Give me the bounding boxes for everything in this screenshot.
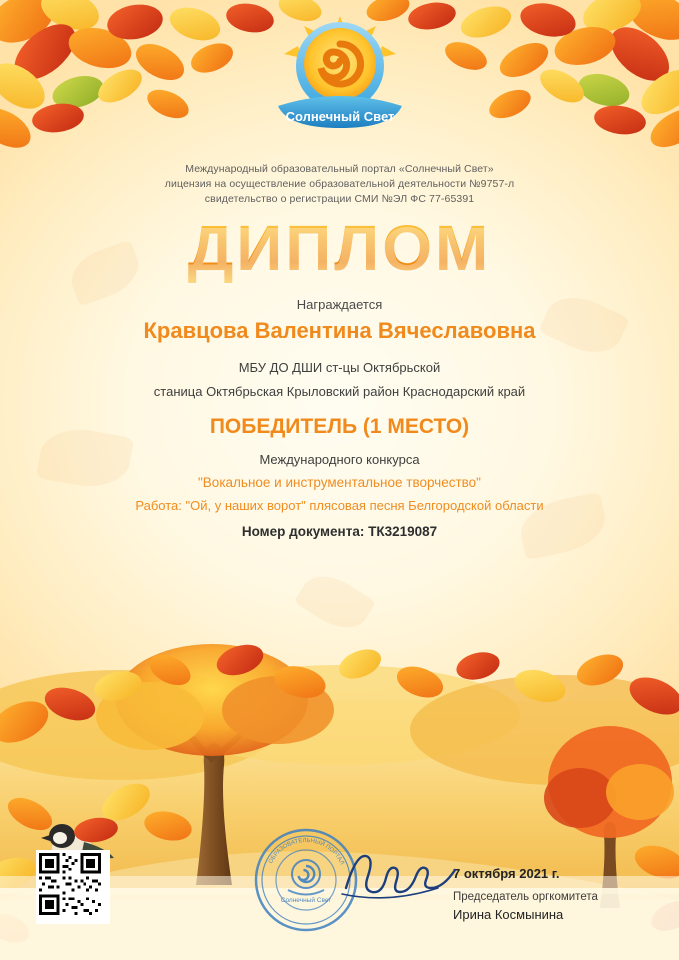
awarded-label: Награждается	[296, 297, 383, 312]
logo-svg	[268, 14, 412, 138]
document-number	[0, 524, 679, 539]
page-title: ДИПЛОМ	[0, 213, 679, 283]
organization-line-1: МБУ ДО ДШИ ст-цы Октябрьской	[238, 360, 441, 375]
work-title: Работа: "Ой, у наших ворот" плясовая песня Белгородской области	[135, 498, 544, 513]
portal-line-2: лицензия на осуществление образовательной деятельности №9757-л	[164, 178, 515, 190]
qr-code-svg	[39, 853, 101, 915]
recipient-name: Кравцова Валентина Вячеславовна	[143, 318, 536, 343]
qr-code	[36, 850, 110, 924]
issue-date: 7 октября 2021 г.	[453, 866, 560, 881]
award-place: ПОБЕДИТЕЛЬ (1 МЕСТО)	[209, 415, 470, 438]
signer-role: Председатель оргкомитета	[453, 891, 598, 903]
document-number-value: ТК3219087	[368, 524, 438, 539]
stamp-text: Солнечный Свет	[280, 897, 332, 904]
watermark-leaf	[294, 565, 377, 639]
contest-kind: Международного конкурса	[259, 452, 420, 467]
solnechny-svet-logo	[268, 14, 412, 138]
portal-line-3: свидетельство о регистрации СМИ №ЭЛ ФС 77-65391	[204, 193, 475, 205]
signature-svg	[340, 844, 460, 902]
signer-name: Ирина Космынина	[453, 907, 564, 922]
portal-info	[0, 162, 679, 207]
signature-block	[453, 866, 643, 922]
stamp-arc-text: ОБРАЗОВАТЕЛЬНЫЙ ПОРТАЛ	[268, 837, 345, 866]
organization-line-2: станица Октябрьская Крыловский район Краснодарский край	[153, 384, 526, 399]
logo-text: Солнечный Свет	[285, 109, 394, 124]
contest-name: "Вокальное и инструментальное творчество"	[198, 475, 481, 490]
document-number-label: Номер документа:	[241, 524, 365, 539]
handwritten-signature	[340, 844, 460, 902]
portal-line-1: Международный образовательный портал «Солнечный Свет»	[185, 163, 494, 175]
